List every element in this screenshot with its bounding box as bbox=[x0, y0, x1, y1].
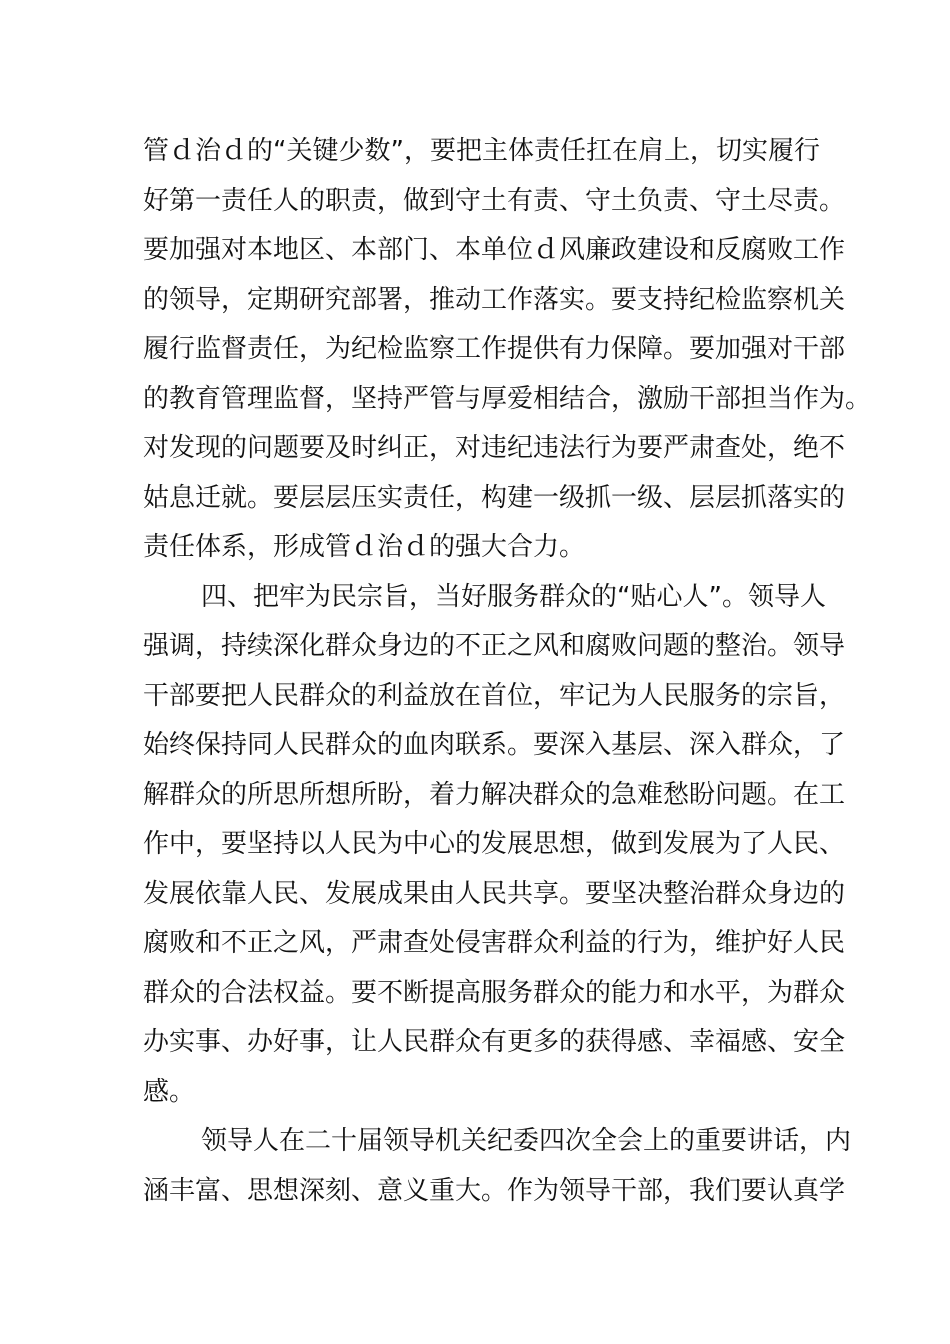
text-line: 涵丰富、思想深刻、意义重大。作为领导干部，我们要认真学 bbox=[143, 1175, 846, 1206]
paragraph-start-line: 四、把牢为民宗旨，当好服务群众的“贴心人”。领导人 bbox=[201, 581, 826, 612]
text-line: 始终保持同人民群众的血肉联系。要深入基层、深入群众，了 bbox=[143, 730, 846, 760]
text-line: 对发现的问题要及时纠正，对违纪违法行为要严肃查处，绝不 bbox=[143, 433, 846, 463]
text-line: 履行监督责任，为纪检监察工作提供有力保障。要加强对干部 bbox=[143, 334, 846, 364]
text-line: 干部要把人民群众的利益放在首位，牢记为人民服务的宗旨， bbox=[143, 680, 846, 711]
text-line: 强调，持续深化群众身边的不正之风和腐败问题的整治。领导 bbox=[143, 631, 846, 661]
text-line: 感。 bbox=[143, 1076, 196, 1107]
text-line: 管ｄ治ｄ的“关键少数”，要把主体责任扛在肩上，切实履行 bbox=[143, 136, 820, 166]
text-line: 姑息迁就。要层层压实责任，构建一级抓一级、层层抓落实的 bbox=[143, 482, 846, 513]
text-line: 群众的合法权益。要不断提高服务群众的能力和水平，为群众 bbox=[143, 977, 846, 1008]
paragraph-start-line: 领导人在二十届领导机关纪委四次全会上的重要讲话，内 bbox=[201, 1126, 852, 1156]
text-line: 责任体系，形成管ｄ治ｄ的强大合力。 bbox=[143, 532, 586, 562]
body-text bbox=[143, 127, 872, 1216]
text-line: 的教育管理监督，坚持严管与厚爱相结合，激励干部担当作为。 bbox=[143, 383, 872, 414]
text-line: 办实事、办好事，让人民群众有更多的获得感、幸福感、安全 bbox=[143, 1027, 846, 1057]
text-line: 发展依靠人民、发展成果由人民共享。要坚决整治群众身边的 bbox=[143, 878, 846, 909]
text-line: 好第一责任人的职责，做到守土有责、守土负责、守土尽责。 bbox=[143, 185, 846, 216]
text-line: 腐败和不正之风，严肃查处侵害群众利益的行为，维护好人民 bbox=[143, 928, 846, 958]
text-line: 的领导，定期研究部署，推动工作落实。要支持纪检监察机关 bbox=[143, 284, 846, 315]
text-line: 作中，要坚持以人民为中心的发展思想，做到发展为了人民、 bbox=[143, 829, 846, 859]
text-line: 要加强对本地区、本部门、本单位ｄ风廉政建设和反腐败工作 bbox=[143, 235, 846, 265]
text-line: 解群众的所思所想所盼，着力解决群众的急难愁盼问题。在工 bbox=[143, 779, 846, 810]
